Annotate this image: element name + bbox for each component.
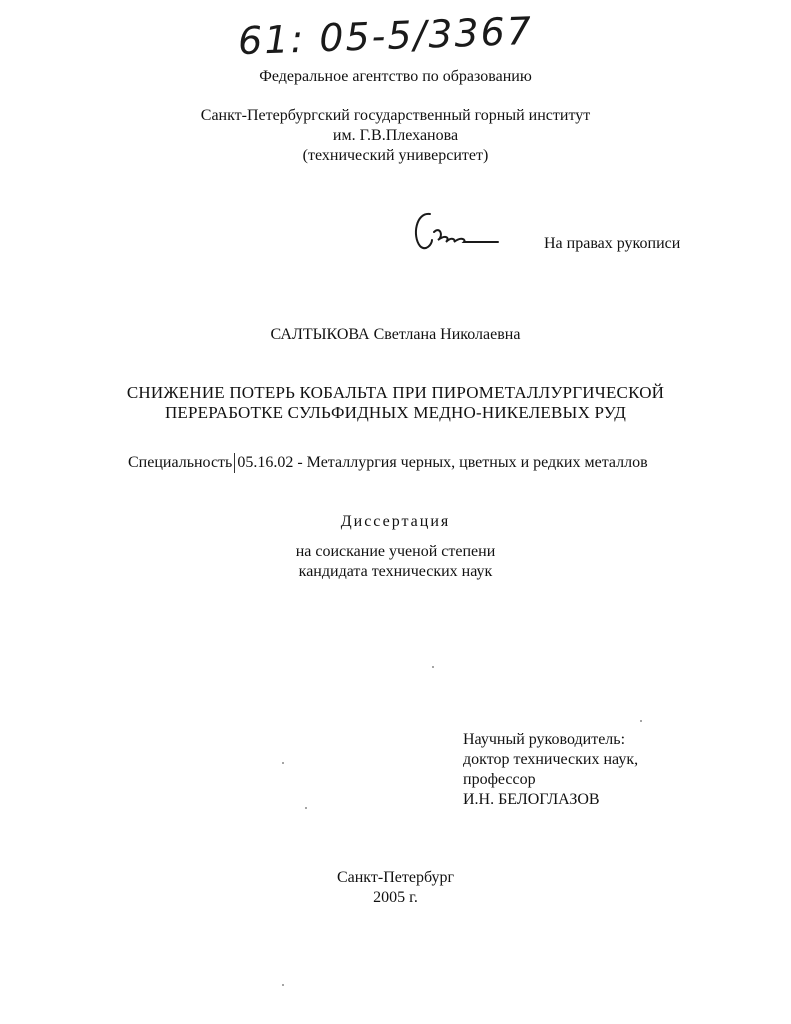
institute-line-1: Санкт-Петербургский государственный горный институт bbox=[200, 107, 591, 124]
degree-line-1: на соискание ученой степени bbox=[295, 543, 496, 560]
thesis-title-line-1: СНИЖЕНИЕ ПОТЕРЬ КОБАЛЬТА ПРИ ПИРОМЕТАЛЛУРГИЧЕСКОЙ bbox=[126, 383, 665, 402]
specialty-label: Специальность bbox=[128, 454, 233, 471]
scan-speck bbox=[282, 984, 284, 986]
year: 2005 г. bbox=[373, 889, 418, 906]
rights-note: На правах рукописи bbox=[544, 235, 681, 252]
agency-line: Федеральное агентство по образованию bbox=[259, 68, 532, 85]
archive-handwritten-mark: 61: 05-5/3367 bbox=[237, 8, 534, 64]
institute-line-3: (технический университет) bbox=[302, 147, 489, 164]
specialty-name: - Металлургия черных, цветных и редких металлов bbox=[297, 454, 648, 471]
scan-speck bbox=[432, 666, 434, 668]
author-name: САЛТЫКОВА Светлана Николаевна bbox=[270, 326, 521, 343]
supervisor-line-1: Научный руководитель: bbox=[463, 731, 626, 748]
thesis-title-line-2: ПЕРЕРАБОТКЕ СУЛЬФИДНЫХ МЕДНО-НИКЕЛЕВЫХ РУД bbox=[164, 403, 627, 422]
scan-speck bbox=[282, 762, 284, 764]
signature-mark bbox=[406, 206, 506, 256]
scan-speck bbox=[640, 720, 642, 722]
institute-line-2: им. Г.В.Плеханова bbox=[332, 127, 459, 144]
degree-line-2: кандидата технических наук bbox=[298, 563, 493, 580]
supervisor-line-4: И.Н. БЕЛОГЛАЗОВ bbox=[463, 791, 600, 808]
scan-speck bbox=[305, 807, 307, 809]
place: Санкт-Петербург bbox=[336, 869, 455, 886]
specialty-line bbox=[128, 453, 648, 473]
supervisor-line-2: доктор технических наук, bbox=[463, 751, 639, 768]
work-type: Диссертация bbox=[340, 513, 451, 530]
specialty-code: 05.16.02 bbox=[234, 453, 295, 473]
supervisor-line-3: профессор bbox=[463, 771, 536, 788]
